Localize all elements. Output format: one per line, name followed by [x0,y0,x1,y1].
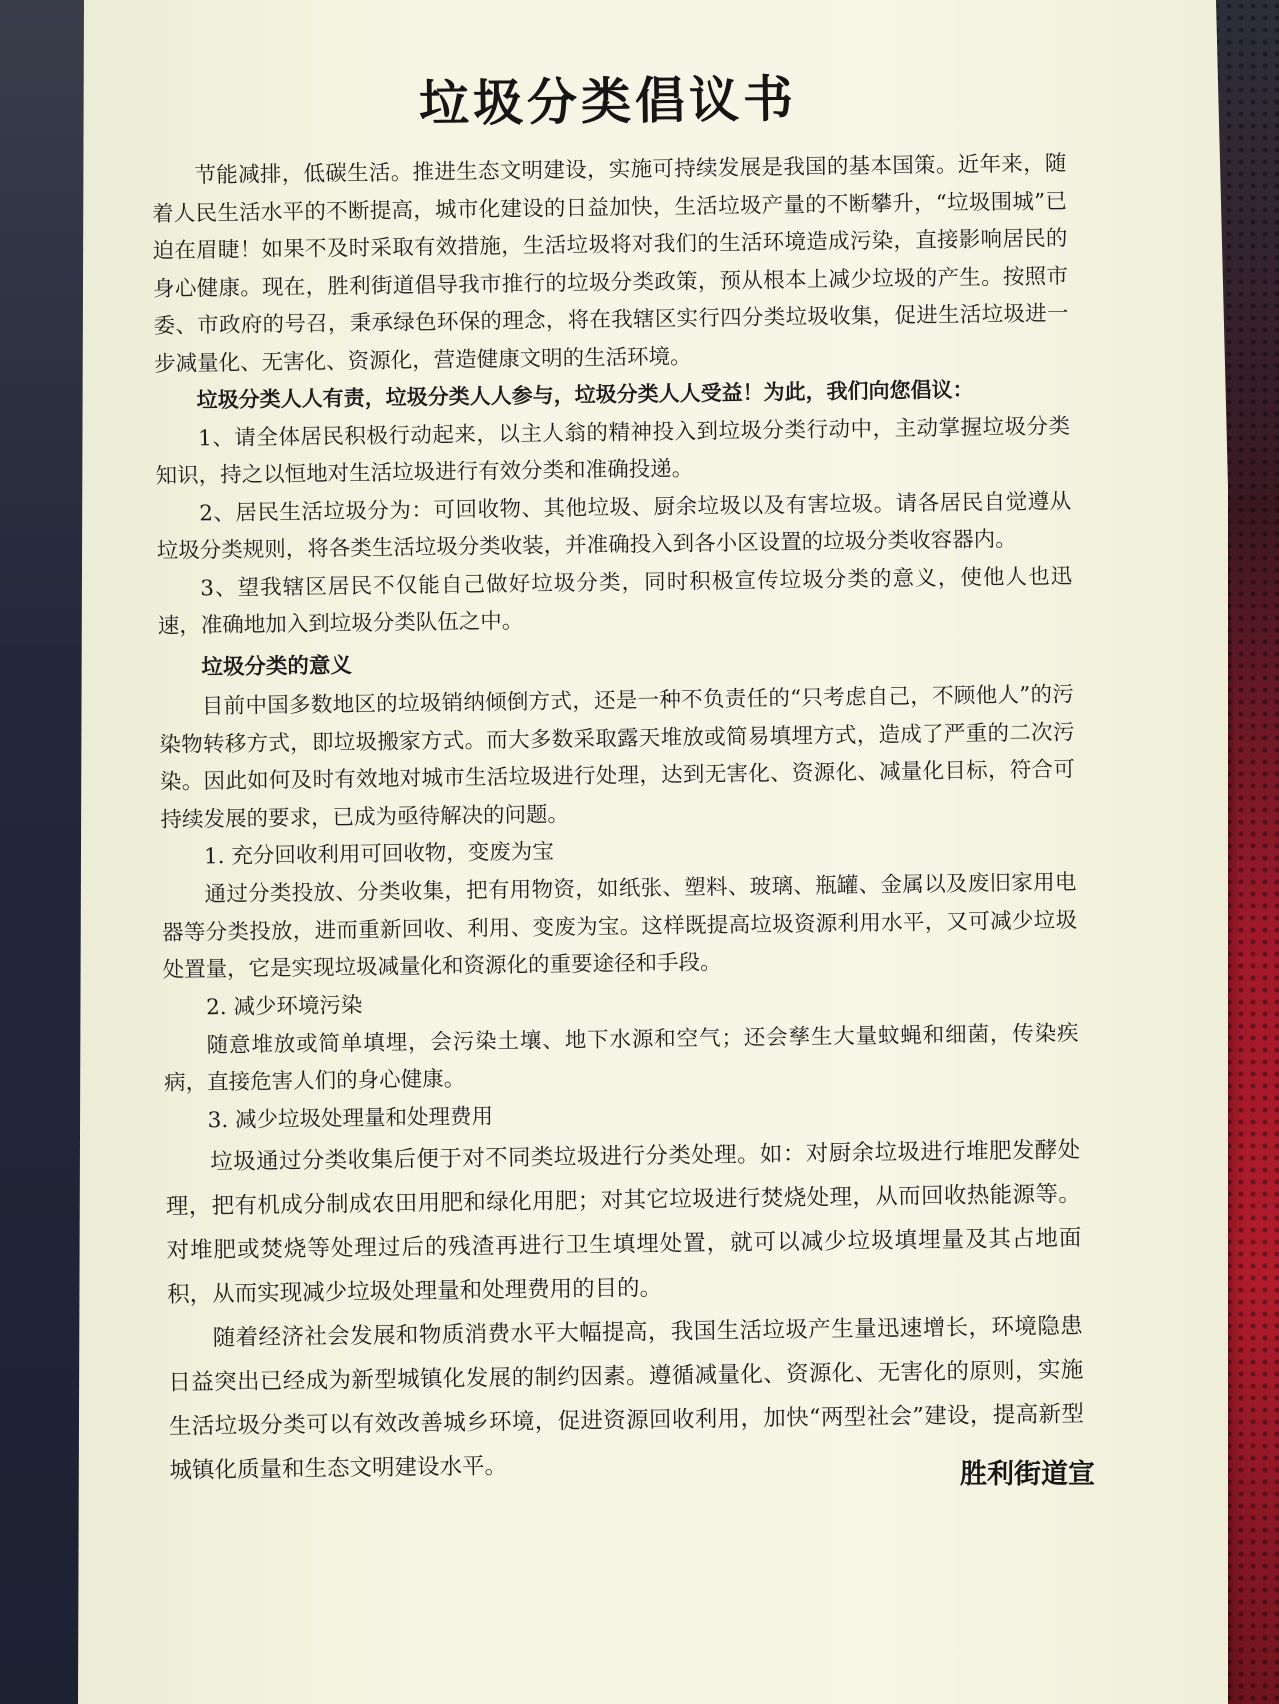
point-heading: 1. 充分回收利用可回收物，变废为宝 [203,839,555,870]
proposal-item: 3、望我辖区居民不仅能自己做好垃圾分类，同时积极宣传垃圾分类的意义，使他人也迅速，准确地加入到垃圾分类队伍之中。 [157,563,1073,639]
signature: 胜利街道宣 [960,1459,1095,1490]
proposal-item: 2、居民生活垃圾分为：可回收物、其他垃圾、厨余垃圾以及有害垃圾。请各居民自觉遵从垃圾分类规则，将各类生活垃圾分类收装，并准确投入到各小区设置的垃圾分类收容器内。 [156,488,1072,564]
point-body: 随意堆放或简单填埋，会污染土壤、地下水源和空气；还会孳生大量蚊蝇和细菌，传染疾病，直接危害人们的身心健康。 [164,1020,1079,1096]
point-body: 通过分类投放、分类收集，把有用物资，如纸张、塑料、玻璃、瓶罐、金属以及废旧家用电器等分类投放，进而重新回收、利用、变废为宝。这样既提高垃圾资源利用水平，又可减少垃圾处置量，它是实现垃圾减量化和资源化的重要途径和手段。 [161,870,1078,983]
point-heading: 3. 减少垃圾处理量和处理费用 [207,1103,494,1133]
document-title: 垃圾分类倡议书 [418,69,798,134]
document-body [150,55,1085,1492]
conclusion-paragraph: 随着经济社会发展和物质消费水平大幅提高，我国生活垃圾产生量迅速增长，环境隐患日益突出已经成为新型城镇化发展的制约因素。遵循减量化、资源化、无害化的原则，实施生活垃圾分类可以有效改善城乡环境，促进资源回收利用，加快“两型社会”建设，提高新型城镇化质量和生态文明建设水平。 [168,1312,1085,1484]
point-heading: 2. 减少环境污染 [205,992,363,1020]
call-to-action: 垃圾分类人人有责，垃圾分类人人参与，垃圾分类人人受益！为此，我们向您倡议： [196,377,974,413]
intro-paragraph: 节能减排，低碳生活。推进生态文明建设，实施可持续发展是我国的基本国策。近年来，随着人民生活水平的不断提高，城市化建设的日益加快，生活垃圾产量的不断攀升，“垃圾围城”已迫在眉睫！如果不及时采取有效措施，生活垃圾将对我们的生活环境造成污染，直接影响居民的身心健康。现在，胜利街道倡导我市推行的垃圾分类政策，预从根本上减少垃圾的产生。按照市委、市政府的号召，秉承绿色环保的理念，将在我辖区实行四分类垃圾收集，促进生活垃圾进一步减量化、无害化、资源化，营造健康文明的生活环境。 [151,151,1069,377]
section-heading-meaning: 垃圾分类的意义 [201,652,353,680]
proposal-item: 1、请全体居民积极行动起来，以主人翁的精神投入到垃圾分类行动中，主动掌握垃圾分类知识，持之以恒地对生活垃圾进行有效分类和准确投递。 [155,413,1071,489]
meaning-intro-paragraph: 目前中国多数地区的垃圾销纳倾倒方式，还是一种不负责任的“只考虑自己，不顾他人”的污染物转移方式，即垃圾搬家方式。而大多数采取露天堆放或简易填埋方式，造成了严重的二次污染。因此如何及时有效地对城市生活垃圾进行处理，达到无害化、资源化、减量化目标，符合可持续发展的要求，已成为亟待解决的问题。 [159,682,1076,833]
point-body: 垃圾通过分类收集后便于对不同类垃圾进行分类处理。如：对厨余垃圾进行堆肥发酵处理，把有机成分制成农田用肥和绿化用肥；对其它垃圾进行焚烧处理，从而回收热能源等。对堆肥或焚烧等处理过后的残渣再进行卫生填埋处置，就可以减少垃圾填埋量及其占地面积，从而实现减少垃圾处理量和处理费用的目的。 [165,1136,1082,1308]
